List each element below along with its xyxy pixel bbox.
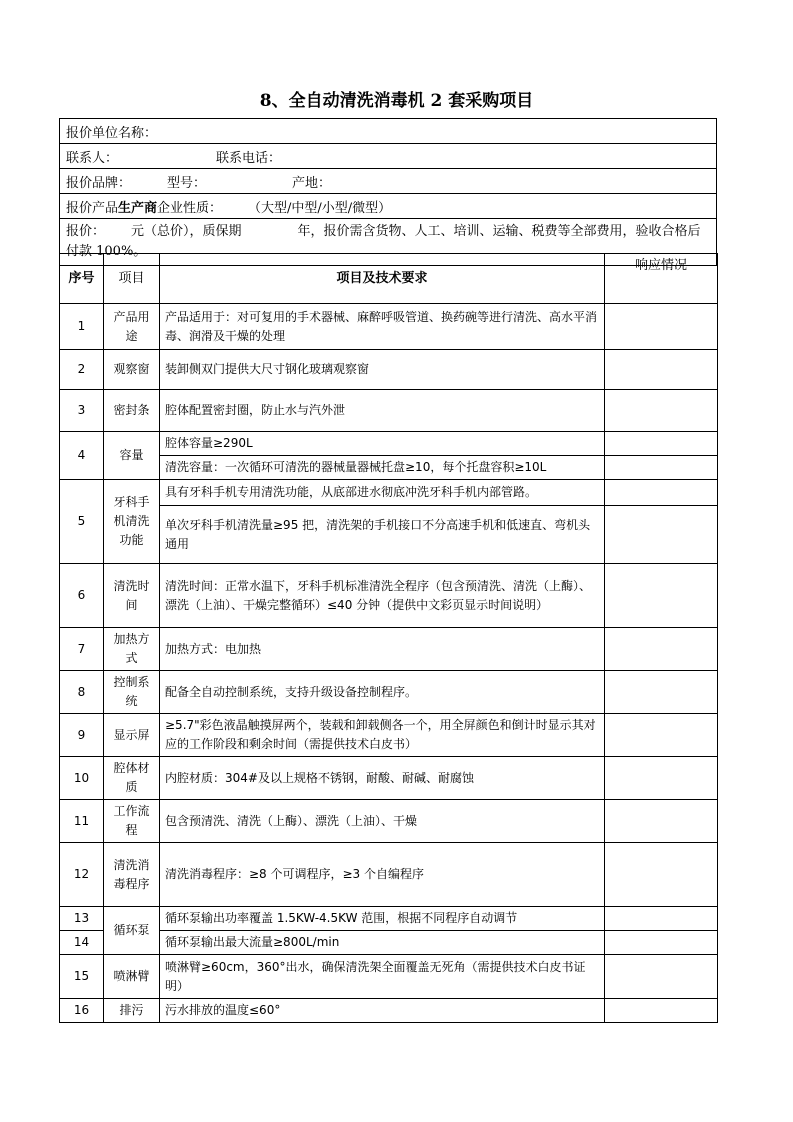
enterprise-nature-row[interactable] <box>60 194 717 219</box>
vendor-info-table <box>59 118 717 266</box>
row-item: 容量 <box>104 432 160 480</box>
response-cell[interactable] <box>605 628 718 671</box>
row-item: 喷淋臂 <box>104 955 160 999</box>
header-requirements: 项目及技术要求 <box>160 254 605 304</box>
row-no: 6 <box>60 564 104 628</box>
row-item: 工作流程 <box>104 800 160 843</box>
response-cell[interactable] <box>605 304 718 350</box>
quote-unit-field[interactable] <box>60 119 717 144</box>
row-requirement: 污水排放的温度≤60° <box>160 999 605 1023</box>
quote-unit-label: 报价单位名称： <box>66 125 158 141</box>
row-requirement: 循环泵输出功率覆盖 1.5KW-4.5KW 范围，根据不同程序自动调节 <box>160 907 605 931</box>
row-no: 7 <box>60 628 104 671</box>
row-requirement: 具有牙科手机专用清洗功能，从底部进水彻底冲洗牙科手机内部管路。 <box>160 480 605 506</box>
brand-label: 报价品牌： <box>66 175 132 191</box>
row-no: 3 <box>60 390 104 432</box>
response-cell[interactable] <box>605 757 718 800</box>
manufacturer-text: 生产商 <box>118 200 158 216</box>
row-no: 4 <box>60 432 104 480</box>
nature-prefix: 报价产品 <box>66 200 119 216</box>
row-no: 13 <box>60 907 104 931</box>
row-requirement: 清洗消毒程序：≥8 个可调程序，≥3 个自编程序 <box>160 843 605 907</box>
header-response: 响应情况 <box>605 254 718 304</box>
row-requirement: 加热方式：电加热 <box>160 628 605 671</box>
row-requirement: 产品适用于：对可复用的手术器械、麻醉呼吸管道、换药碗等进行清洗、高水平消毒、润滑及干燥的处理 <box>160 304 605 350</box>
header-item: 项目 <box>104 254 160 304</box>
row-item: 密封条 <box>104 390 160 432</box>
row-item: 显示屏 <box>104 714 160 757</box>
row-requirement: 循环泵输出最大流量≥800L/min <box>160 931 605 955</box>
phone-label: 联系电话： <box>216 150 282 166</box>
row-requirement: ≥5.7"彩色液晶触摸屏两个，装载和卸载侧各一个，用全屏颜色和倒计时显示其对应的工作阶段和剩余时间（需提供技术白皮书） <box>160 714 605 757</box>
row-requirement: 装卸侧双门提供大尺寸钢化玻璃观察窗 <box>160 350 605 390</box>
contact-label: 联系人： <box>66 150 119 166</box>
spec-table <box>59 253 718 1023</box>
response-cell[interactable] <box>605 480 718 506</box>
price-total-text: 元（总价），质保期 <box>131 224 242 239</box>
origin-label: 产地： <box>292 175 332 191</box>
response-cell[interactable] <box>605 350 718 390</box>
row-item: 清洗时间 <box>104 564 160 628</box>
page-title: 8、全自动清洗消毒机 2 套采购项目 <box>259 91 534 111</box>
response-cell[interactable] <box>605 714 718 757</box>
row-item: 牙科手机清洗功能 <box>104 480 160 564</box>
brand-row[interactable] <box>60 169 717 194</box>
response-cell[interactable] <box>605 999 718 1023</box>
row-requirement: 配备全自动控制系统，支持升级设备控制程序。 <box>160 671 605 714</box>
price-label: 报价： <box>66 224 106 239</box>
row-requirement: 腔体容量≥290L <box>160 432 605 456</box>
response-cell[interactable] <box>605 456 718 480</box>
model-label: 型号： <box>167 175 207 191</box>
response-cell[interactable] <box>605 432 718 456</box>
response-cell[interactable] <box>605 955 718 999</box>
row-item: 循环泵 <box>104 907 160 955</box>
response-cell[interactable] <box>605 843 718 907</box>
row-no: 12 <box>60 843 104 907</box>
contact-row[interactable] <box>60 144 717 169</box>
row-item: 控制系统 <box>104 671 160 714</box>
row-no: 15 <box>60 955 104 999</box>
row-requirement: 内腔材质：304#及以上规格不锈钢，耐酸、耐碱、耐腐蚀 <box>160 757 605 800</box>
row-requirement: 清洗容量：一次循环可清洗的器械量器械托盘≥10，每个托盘容积≥10L <box>160 456 605 480</box>
row-requirement: 包含预清洗、清洗（上酶）、漂洗（上油）、干燥 <box>160 800 605 843</box>
nature-label: 企业性质： <box>157 200 223 216</box>
row-no: 1 <box>60 304 104 350</box>
row-requirement: 喷淋臂≥60cm，360°出水，确保清洗架全面覆盖无死角（需提供技术白皮书证明） <box>160 955 605 999</box>
row-no: 14 <box>60 931 104 955</box>
row-no: 16 <box>60 999 104 1023</box>
row-item: 产品用途 <box>104 304 160 350</box>
response-cell[interactable] <box>605 671 718 714</box>
row-requirement: 单次牙科手机清洗量≥95 把，清洗架的手机接口不分高速手机和低速直、弯机头通用 <box>160 506 605 564</box>
row-item: 腔体材质 <box>104 757 160 800</box>
header-no: 序号 <box>60 254 104 304</box>
row-item: 排污 <box>104 999 160 1023</box>
nature-options: （大型/中型/小型/微型） <box>248 200 392 216</box>
row-requirement: 腔体配置密封圈，防止水与汽外泄 <box>160 390 605 432</box>
row-no: 10 <box>60 757 104 800</box>
price-terms-text: 年，报价需含货物、人工、培训、运输、税费等全部费用，验收合格后付款 100%。 <box>66 224 701 259</box>
row-item: 观察窗 <box>104 350 160 390</box>
row-no: 8 <box>60 671 104 714</box>
response-cell[interactable] <box>605 564 718 628</box>
row-no: 2 <box>60 350 104 390</box>
response-cell[interactable] <box>605 800 718 843</box>
row-no: 5 <box>60 480 104 564</box>
row-no: 9 <box>60 714 104 757</box>
response-cell[interactable] <box>605 907 718 931</box>
row-item: 清洗消毒程序 <box>104 843 160 907</box>
response-cell[interactable] <box>605 506 718 564</box>
row-no: 11 <box>60 800 104 843</box>
response-cell[interactable] <box>605 931 718 955</box>
row-requirement: 清洗时间：正常水温下，牙科手机标准清洗全程序（包含预清洗、清洗（上酶）、漂洗（上油）、干燥完整循环）≤40 分钟（提供中文彩页显示时间说明） <box>160 564 605 628</box>
row-item: 加热方式 <box>104 628 160 671</box>
response-cell[interactable] <box>605 390 718 432</box>
